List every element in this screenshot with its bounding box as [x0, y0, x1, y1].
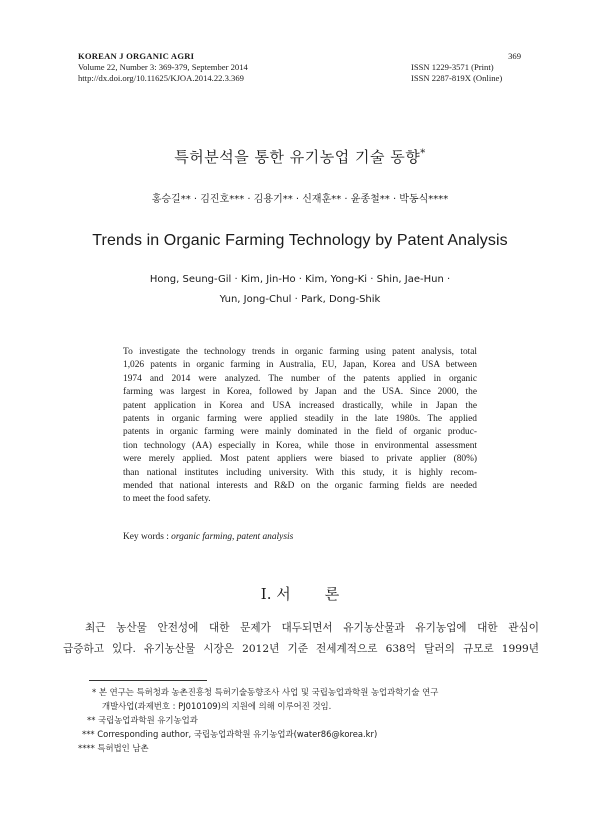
title-footnote-mark: * [420, 148, 426, 159]
issn-print: ISSN 1229-3571 (Print) [411, 62, 494, 73]
abstract [123, 346, 477, 507]
abstract-line: To investigate the technology trends in organic farming using patent analysis, total [123, 347, 477, 357]
footnotes [78, 685, 542, 755]
footnote-funding: * 본 연구는 특허청과 농촌진흥청 특허기술동향조사 사업 및 국립농업과학원 농업과학기술 연구 [92, 687, 439, 697]
footnote-funding-cont: 개발사업(과제번호 : PJ010109)의 지원에 의해 이루어진 것임. [102, 701, 332, 711]
volume-info: Volume 22, Number 3: 369-379, September 2014 [78, 62, 248, 73]
doi-link[interactable]: http://dx.doi.org/10.11625/KJOA.2014.22.3.369 [78, 73, 244, 84]
title-english: Trends in Organic Farming Technology by Patent Analysis [92, 232, 508, 249]
title-korean-text: 특허분석을 통한 유기농업 기술 동향 [174, 148, 421, 166]
journal-name: KOREAN J ORGANIC AGRI [78, 51, 195, 61]
keywords-label: Key words : [123, 532, 172, 542]
footnote-divider [89, 680, 207, 681]
abstract-line: 1,026 patents in organic farming in Australia, EU, Japan, Korea and USA between [123, 360, 477, 371]
authors-english-line-2: Yun, Jong-Chul · Park, Dong-Shik [219, 294, 381, 305]
keywords [123, 532, 293, 542]
abstract-line: patents in organic farming were applied steadily in the late 1980s. The applied [123, 413, 477, 424]
abstract-line: farming was largest in Korea, followed by Japan and the USA. Since 2000, the [123, 387, 477, 398]
page-number: 369 [508, 51, 521, 61]
body-line: 최근 농산물 안전성에 대한 문제가 대두되면서 유기농산물과 유기농업에 대한 관심이 [85, 622, 539, 634]
abstract-line: patent application in Korea and USA increased drastically, while in Japan the [123, 400, 477, 411]
body-line: 급증하고 있다. 유기농산물 시장은 2012년 기준 전세계적으로 638억 달러의 규모로 1999년 [63, 643, 539, 655]
body-paragraph [63, 618, 539, 660]
abstract-line: than national institutes including university. With this study, it is highly recom- [123, 467, 477, 478]
footnote-affiliation-1: ** 국립농업과학원 유기농업과 [87, 715, 198, 725]
authors-english-line-1: Hong, Seung-Gil · Kim, Jin-Ho · Kim, Yong-Ki · Shin, Jae-Hun · [149, 274, 451, 285]
issn-online: ISSN 2287-819X (Online) [411, 73, 503, 84]
footnote-affiliation-2: **** 특허법인 남촌 [78, 743, 149, 753]
abstract-line: tion technology (AA) especially in Korea, while those in environmental assessment [123, 440, 477, 451]
footnote-corresponding: *** Corresponding author, 국립농업과학원 유기농업과(water86@korea.kr) [82, 729, 378, 739]
abstract-line: mended that national interests and R&D on the organic farming fields are needed [123, 480, 477, 491]
section-number: I. 서 [260, 585, 291, 603]
authors-korean: 홍승길** · 김진호*** · 김용기** · 신재훈** · 윤종철** · 박동식**** [151, 194, 449, 205]
title-korean [0, 146, 600, 167]
section-title: 론 [324, 585, 340, 603]
abstract-line: 1974 and 2014 were analyzed. The number of the patents applied in organic [123, 373, 477, 384]
authors-english [0, 270, 600, 310]
running-header-right [411, 51, 521, 85]
abstract-line: were merely applied. Most patent appliers were biased to private applier (80%) [123, 454, 477, 465]
running-header-left [78, 51, 248, 85]
section-heading [0, 583, 600, 604]
keywords-value: organic farming, patent analysis [171, 532, 294, 542]
abstract-line: to meet the food safety. [123, 494, 211, 505]
abstract-line: patents in organic farming were mainly dominated in the field of organic produc- [123, 427, 477, 438]
